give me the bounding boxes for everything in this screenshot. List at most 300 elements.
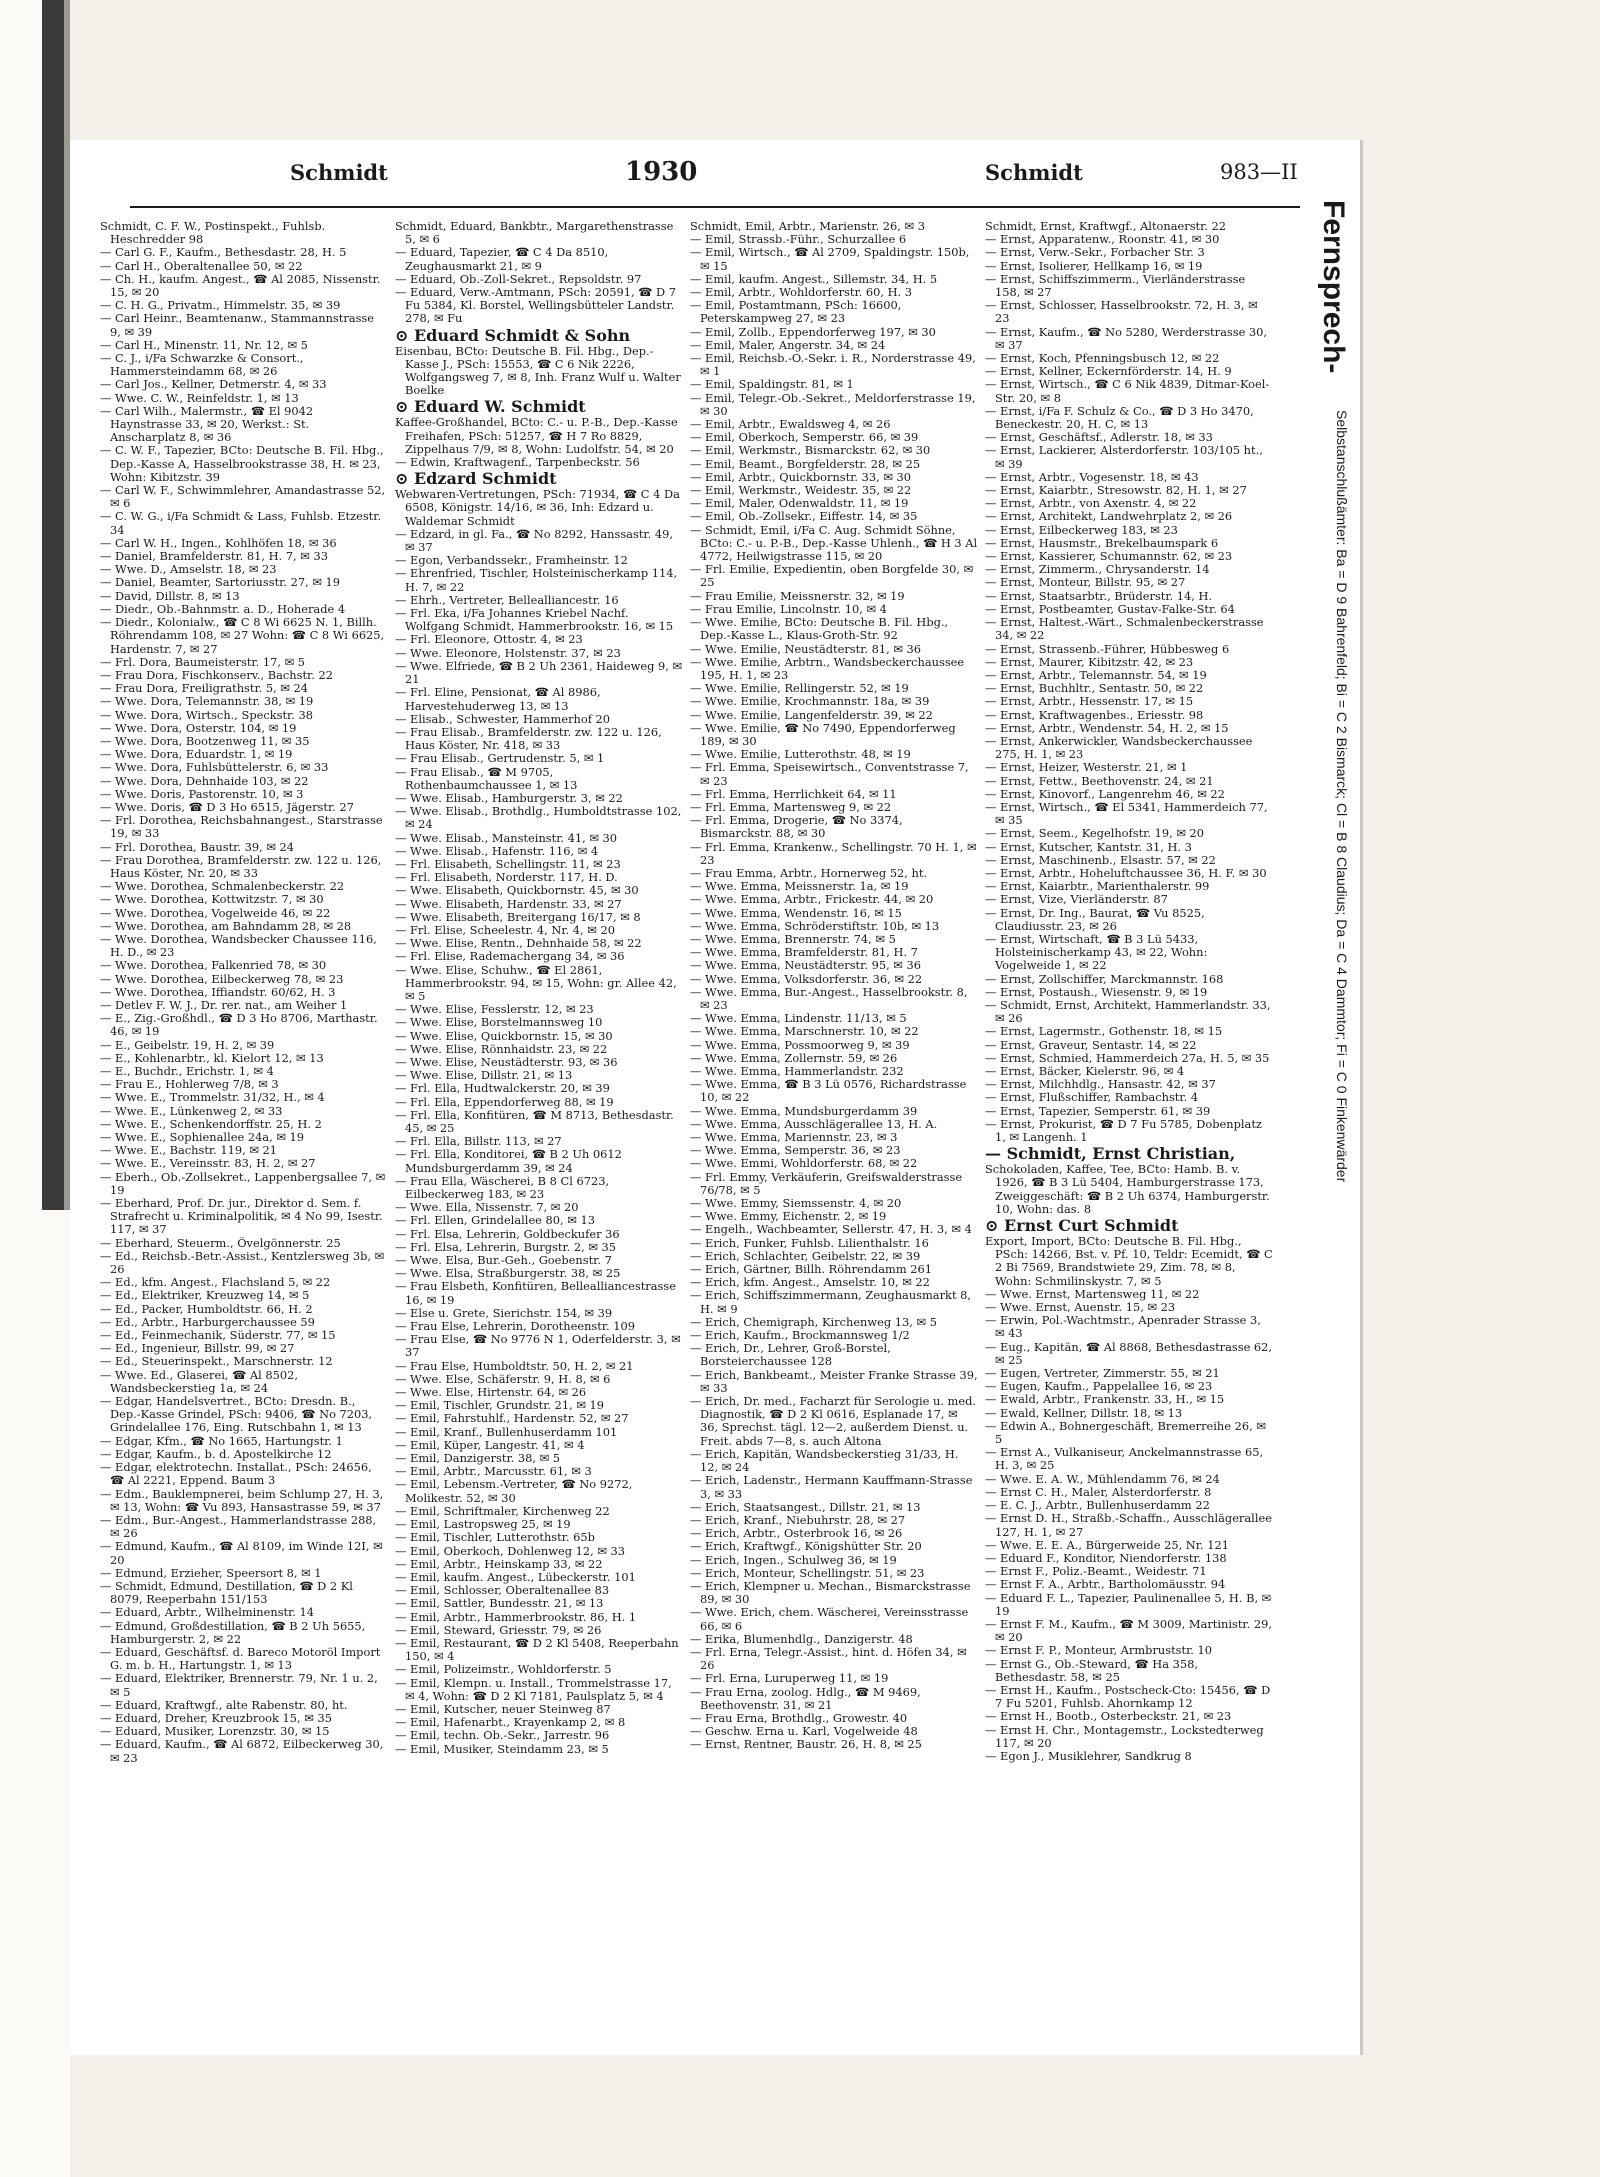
directory-entry: — Wwe. Emma, Marschnerstr. 10, ✉ 22 bbox=[690, 1025, 919, 1039]
directory-entry: — Wwe. Emma, Brennerstr. 74, ✉ 5 bbox=[690, 932, 896, 946]
directory-entry: — Ernst, Lagermstr., Gothenstr. 18, ✉ 15 bbox=[985, 1025, 1223, 1039]
directory-entry: — E. C. J., Arbtr., Bullenhuserdamm 22 bbox=[985, 1499, 1210, 1513]
directory-entry: — Emil, Strassb.-Führ., Schurzallee 6 bbox=[690, 233, 907, 247]
directory-entry: — Wwe. Emmy, Eichenstr. 2, ✉ 19 bbox=[690, 1210, 887, 1224]
directory-entry: — Ernst, Arbtr., Vogesenstr. 18, ✉ 43 bbox=[985, 470, 1199, 484]
directory-entry: — Wwe. Doris, Pastorenstr. 10, ✉ 3 bbox=[100, 787, 304, 801]
directory-entry: — Frau Emilie, Meissnerstr. 32, ✉ 19 bbox=[690, 589, 905, 603]
directory-entry: — Emil, Kranf., Bullenhuserdamm 101 bbox=[395, 1425, 618, 1439]
directory-entry: — Wwe. Elsa, Straßburgerstr. 38, ✉ 25 bbox=[395, 1267, 621, 1281]
header-page-number: 983—II bbox=[1220, 160, 1298, 184]
directory-entry: — Ernst, Eilbeckerweg 183, ✉ 23 bbox=[985, 523, 1178, 537]
directory-entry: — Wwe. Ella, Nissenstr. 7, ✉ 20 bbox=[395, 1201, 579, 1215]
directory-entry: — Ernst, Arbtr., von Axenstr. 4, ✉ 22 bbox=[985, 497, 1197, 511]
directory-entry: — Eduard, Elektriker, Brennerstr. 79, Nr. 1 u. 2, ✉ 5 bbox=[100, 1672, 378, 1699]
directory-entry: — Wwe. Elisab., Mansteinstr. 41, ✉ 30 bbox=[395, 831, 618, 845]
directory-entry: — Edzard, in gl. Fa., ☎ No 8292, Hanssastr. 49, ✉ 37 bbox=[395, 527, 673, 555]
directory-entry: — Emil, Danzigerstr. 38, ✉ 5 bbox=[395, 1452, 561, 1466]
directory-entry: — Frl. Elise, Rademachergang 34, ✉ 36 bbox=[395, 950, 625, 964]
directory-entry: — Ernst, Graveur, Sentastr. 14, ✉ 22 bbox=[985, 1038, 1197, 1052]
directory-entry: — Wwe. Emma, Zollernstr. 59, ✉ 26 bbox=[690, 1051, 898, 1065]
directory-entry: — Wwe. Dora, Osterstr. 104, ✉ 19 bbox=[100, 721, 297, 735]
directory-entry: — Wwe. Elisab., Hamburgerstr. 3, ✉ 22 bbox=[395, 791, 623, 805]
directory-entry: — Carl W. H., Ingen., Kohlhöfen 18, ✉ 36 bbox=[100, 536, 337, 550]
directory-entry: — Edgar, Handelsvertret., BCto: Dresdn. B., Dep.-Kasse Grindel, PSch: 9406, ☎ No 7203, Grindelallee 176, Eing. Rutschbahn 1, ✉ 13 bbox=[100, 1395, 373, 1435]
directory-entry: Export, Import, BCto: Deutsche B. Fil. Hbg., PSch: 14266, Bst. v. Pf. 10, Teldr: Ecemidt, ☎ C 2 Bi 7569, Brandstwiete 29, Zim. 78, ✉ 8, Wohn: Schmilinskystr. 7, ✉ 5 bbox=[985, 1235, 1273, 1288]
directory-entry: — Erich, Dr. med., Facharzt für Serologie u. med. Diagnostik, ☎ D 2 Kl 0616, Esplanade 17, ✉ 36, Sprechst. tägl. 12—2, außerdem Dienst. u. Freit. abds 7—8, s. auch Altona bbox=[690, 1395, 976, 1448]
directory-entry: — Wwe. Elise, Neustädterstr. 93, ✉ 36 bbox=[395, 1055, 618, 1069]
directory-entry: — Wwe. Elise, Quickbornstr. 15, ✉ 30 bbox=[395, 1029, 613, 1043]
directory-entry: — E., Geibelstr. 19, H. 2, ✉ 39 bbox=[100, 1038, 275, 1052]
directory-entry: ⊙ Edzard Schmidt bbox=[395, 469, 557, 489]
directory-entry: — Ed., Packer, Humboldtstr. 66, H. 2 bbox=[100, 1302, 313, 1316]
directory-entry: — Wwe. Emma, Lindenstr. 11/13, ✉ 5 bbox=[690, 1012, 907, 1026]
directory-entry: — Ernst, Buchhltr., Sentastr. 50, ✉ 22 bbox=[985, 682, 1204, 696]
directory-entry: — Emil, Telegr.-Ob.-Sekret., Meldorferstrasse 19, ✉ 30 bbox=[690, 391, 976, 418]
directory-entry: — Erich, Schlachter, Geibelstr. 22, ✉ 39 bbox=[690, 1249, 921, 1263]
directory-entry: — Edmund, Kaufm., ☎ Al 8109, im Winde 12I, ✉ 20 bbox=[100, 1540, 383, 1567]
directory-entry: — Frau Dorothea, Bramfelderstr. zw. 122 u. 126, Haus Köster, Nr. 20, ✉ 33 bbox=[100, 853, 382, 880]
directory-entry: — Erich, Klempner u. Mechan., Bismarckstrasse 89, ✉ 30 bbox=[690, 1579, 971, 1607]
directory-entry: — Erich, Ingen., Schulweg 36, ✉ 19 bbox=[690, 1553, 897, 1567]
directory-entry: — Wwe. Dorothea, Wandsbecker Chaussee 116, H. D., ✉ 23 bbox=[100, 932, 377, 960]
directory-entry: — Wwe. E., Vereinsstr. 83, H. 2, ✉ 27 bbox=[100, 1157, 316, 1171]
directory-entry: — Wwe. Elise, Rentn., Dehnhaide 58, ✉ 22 bbox=[395, 937, 642, 951]
directory-entry: — Wwe. Emilie, Arbtrn., Wandsbeckerchaussee 195, H. 1, ✉ 23 bbox=[690, 655, 965, 682]
directory-entry: — David, Dillstr. 8, ✉ 13 bbox=[100, 589, 240, 603]
header-left-name: Schmidt bbox=[290, 160, 388, 185]
directory-entry: — Ernst, Verw.-Sekr., Forbacher Str. 3 bbox=[985, 246, 1205, 260]
directory-entry: — Ernst, Ankerwickler, Wandsbeckerchaussee 275, H. 1, ✉ 23 bbox=[985, 734, 1253, 762]
directory-entry: — Ernst, Vize, Vierländerstr. 87 bbox=[985, 893, 1168, 907]
directory-entry: — Erich, Ladenstr., Hermann Kauffmann-Strasse 3, ✉ 33 bbox=[690, 1474, 973, 1501]
directory-entry: — Wwe. Dora, Wirtsch., Speckstr. 38 bbox=[100, 708, 313, 722]
directory-entry: — Edgar, Kaufm., b. d. Apostelkirche 12 bbox=[100, 1447, 332, 1461]
directory-entry: — Eduard, Dreher, Kreuzbrook 15, ✉ 35 bbox=[100, 1711, 332, 1725]
directory-entry: — Eberhard, Prof. Dr. jur., Direktor d. Sem. f. Strafrecht u. Kriminalpolitik, ✉ 4 No 99, Isestr. 117, ✉ 37 bbox=[100, 1197, 383, 1237]
directory-entry: — Eduard, Verw.-Amtmann, PSch: 20591, ☎ D 7 Fu 5384, Kl. Borstel, Wellingsbütteler Landstr. 278, ✉ Fu bbox=[395, 286, 676, 326]
directory-entry: — Erwin, Pol.-Wachtmstr., Apenrader Strasse 3, ✉ 43 bbox=[985, 1314, 1261, 1341]
directory-entry: — Ehrenfried, Tischler, Holsteinischerkamp 114, H. 7, ✉ 22 bbox=[395, 567, 678, 594]
directory-entry: ⊙ Eduard W. Schmidt bbox=[395, 397, 586, 417]
directory-entry: — Frau Else, Humboldtstr. 50, H. 2, ✉ 21 bbox=[395, 1359, 634, 1373]
directory-entry: — Eduard, Tapezier, ☎ C 4 Da 8510, Zeughausmarkt 21, ✉ 9 bbox=[395, 246, 609, 273]
directory-entry: — Carl W. F., Schwimmlehrer, Amandastrasse 52, ✉ 6 bbox=[100, 484, 386, 511]
sidebar-exchange-key bbox=[1317, 200, 1360, 1900]
directory-entry: — Wwe. Elsa, Bur.-Geh., Goebenstr. 7 bbox=[395, 1254, 612, 1268]
directory-entry: — Eduard F., Konditor, Niendorferstr. 138 bbox=[985, 1551, 1227, 1565]
directory-entry: — Ed., Elektriker, Kreuzweg 14, ✉ 5 bbox=[100, 1289, 310, 1303]
directory-entry: — Erich, Monteur, Schellingstr. 51, ✉ 23 bbox=[690, 1566, 925, 1580]
directory-entry: — Erich, Gärtner, Billh. Röhrendamm 261 bbox=[690, 1263, 933, 1277]
directory-entry: — Ernst, Schlosser, Hasselbrookstr. 72, H. 3, ✉ 23 bbox=[985, 299, 1258, 326]
directory-entry: — Emil, Tischler, Lutterothstr. 65b bbox=[395, 1531, 595, 1545]
directory-entry: — Wwe. Else, Schäferstr. 9, H. 8, ✉ 6 bbox=[395, 1372, 611, 1386]
directory-entry: — Ernst, Wirtsch., ☎ El 5341, Hammerdeich 77, ✉ 35 bbox=[985, 800, 1268, 828]
directory-entry: — C. W. F., Tapezier, BCto: Deutsche B. Fil. Hbg., Dep.-Kasse A, Hasselbrookstrasse 38, H. ✉ 23, Wohn: Kibitzstr. 39 bbox=[100, 444, 384, 484]
directory-entry: — Frl. Emma, Speisewirtsch., Conventstrasse 7, ✉ 23 bbox=[690, 761, 969, 788]
directory-entry: — Carl H., Minenstr. 11, Nr. 12, ✉ 5 bbox=[100, 338, 308, 352]
directory-entry: — Emil, kaufm. Angest., Lübeckerstr. 101 bbox=[395, 1570, 636, 1584]
directory-entry: — Frl. Ella, Billstr. 113, ✉ 27 bbox=[395, 1135, 562, 1149]
directory-entry: — Ernst, Zollschiffer, Marckmannstr. 168 bbox=[985, 972, 1224, 986]
directory-entry: — Wwe. Eleonore, Holstenstr. 37, ✉ 23 bbox=[395, 646, 621, 660]
directory-entry: — E., Zig.-Großhdl., ☎ D 3 Ho 8706, Marthastr. 46, ✉ 19 bbox=[100, 1012, 378, 1039]
directory-entry: — Schmidt, Emil, i/Fa C. Aug. Schmidt Söhne, BCto: C.- u. P.-B., Dep.-Kasse Uhlenh., ☎ H 3 Al 4772, Heilwigstrasse 115, ✉ 20 bbox=[690, 523, 978, 564]
directory-entry: Schmidt, Emil, Arbtr., Marienstr. 26, ✉ 3 bbox=[690, 220, 925, 233]
directory-entry: — Emil, Polizeimstr., Wohldorferstr. 5 bbox=[395, 1663, 612, 1677]
directory-entry: — Emil, Arbtr., Hammerbrookstr. 86, H. 1 bbox=[395, 1610, 637, 1624]
directory-entry: — Egon J., Musiklehrer, Sandkrug 8 bbox=[985, 1749, 1192, 1763]
directory-entry: — Carl Jos., Kellner, Detmerstr. 4, ✉ 33 bbox=[100, 378, 327, 392]
directory-entry: — Emil, Hafenarbt., Krayenkamp 2, ✉ 8 bbox=[395, 1716, 626, 1730]
directory-entry: — Erich, Kranf., Niebuhrstr. 28, ✉ 27 bbox=[690, 1513, 906, 1527]
directory-entry: — Wwe. Emilie, Lutterothstr. 48, ✉ 19 bbox=[690, 748, 911, 762]
directory-entry: — Wwe. Dorothea, Eilbeckerweg 78, ✉ 23 bbox=[100, 972, 344, 986]
directory-entry: — Emil, Arbtr., Marcusstr. 61, ✉ 3 bbox=[395, 1465, 592, 1479]
directory-entry: ⊙ Ernst Curt Schmidt bbox=[985, 1216, 1179, 1236]
directory-entry: — Frl. Erna, Luruperweg 11, ✉ 19 bbox=[690, 1672, 889, 1686]
sidebar-title: Fernsprech- bbox=[1317, 200, 1350, 374]
directory-entry: — Ernst H., Kaufm., Postscheck-Cto: 15456, ☎ D 7 Fu 5201, Fuhlsb. Ahornkamp 12 bbox=[985, 1683, 1271, 1711]
directory-entry: — Eduard, Geschäftsf. d. Bareco Motoröl Import G. m. b. H., Hartungstr. 1, ✉ 13 bbox=[100, 1645, 381, 1673]
directory-entry: — Schmidt, Edmund, Destillation, ☎ D 2 Kl 8079, Reeperbahn 151/153 bbox=[100, 1579, 353, 1607]
directory-entry: — Emil, Arbtr., Ewaldsweg 4, ✉ 26 bbox=[690, 418, 891, 432]
directory-entry: — Wwe. Dora, Bootzenweg 11, ✉ 35 bbox=[100, 734, 310, 748]
directory-entry: — Wwe. Emmi, Wohldorferstr. 68, ✉ 22 bbox=[690, 1157, 918, 1171]
directory-entry: — Ed., kfm. Angest., Flachsland 5, ✉ 22 bbox=[100, 1276, 331, 1290]
directory-entry: — Ernst, Apparatenw., Roonstr. 41, ✉ 30 bbox=[985, 233, 1220, 247]
directory-entry: — Frau Elisab., Gertrudenstr. 5, ✉ 1 bbox=[395, 752, 605, 766]
directory-entry: — Wwe. Elise, Dillstr. 21, ✉ 13 bbox=[395, 1069, 573, 1083]
directory-entry: — Wwe. E., Sophienallee 24a, ✉ 19 bbox=[100, 1131, 305, 1145]
directory-entry: — Erich, Kraftwgf., Königshütter Str. 20 bbox=[690, 1540, 922, 1554]
directory-entry: — Emil, Lebensm.-Vertreter, ☎ No 9272, Molikestr. 52, ✉ 30 bbox=[395, 1478, 633, 1505]
directory-entry: — Wwe. Emilie, BCto: Deutsche B. Fil. Hbg., Dep.-Kasse L., Klaus-Groth-Str. 92 bbox=[690, 616, 949, 643]
directory-entry: — Wwe. Emma, Bramfelderstr. 81, H. 7 bbox=[690, 946, 918, 960]
directory-entry: — Emil, Maler, Angerstr. 34, ✉ 24 bbox=[690, 338, 886, 352]
directory-entry: — Emil, Steward, Griesstr. 79, ✉ 26 bbox=[395, 1623, 602, 1637]
directory-entry: — Ewald, Kellner, Dillstr. 18, ✉ 13 bbox=[985, 1406, 1183, 1420]
directory-entry: — Carl H., Oberaltenallee 50, ✉ 22 bbox=[100, 259, 303, 273]
directory-entry: — Frl. Eline, Pensionat, ☎ Al 8986, Harvestehuderweg 13, ✉ 13 bbox=[395, 686, 601, 713]
directory-entry: — Ed., Arbtr., Harburgerchaussee 59 bbox=[100, 1315, 315, 1329]
directory-entry: — Eugen, Vertreter, Zimmerstr. 55, ✉ 21 bbox=[985, 1367, 1220, 1381]
directory-entry: — Ernst, Arbtr., Telemannstr. 54, ✉ 19 bbox=[985, 668, 1207, 682]
directory-entry: — Ed., Reichsb.-Betr.-Assist., Kentzlersweg 3b, ✉ 26 bbox=[100, 1249, 385, 1277]
directory-entry: — Wwe. E., Trommelstr. 31/32, H., ✉ 4 bbox=[100, 1091, 325, 1105]
directory-entry: — Wwe. Elisabeth, Hardenstr. 33, ✉ 27 bbox=[395, 897, 622, 911]
directory-entry: — Ernst C. H., Maler, Alsterdorferstr. 8 bbox=[985, 1485, 1212, 1499]
directory-entry: — Ernst, Tapezier, Semperstr. 61, ✉ 39 bbox=[985, 1104, 1211, 1118]
directory-entry: — Frl. Ella, Hudtwalckerstr. 20, ✉ 39 bbox=[395, 1082, 610, 1096]
directory-entry: — Wwe. Dorothea, Iffiandstr. 60/62, H. 3 bbox=[100, 985, 336, 999]
directory-entry: Kaffee-Großhandel, BCto: C.- u. P.-B., Dep.-Kasse Freihafen, PSch: 51257, ☎ H 7 Ro 8829, Zippelhaus 7/9, ✉ 8, Wohn: Ludolfstr. 54, ✉ 20 bbox=[395, 416, 678, 456]
directory-entry: — Frl. Eleonore, Ottostr. 4, ✉ 23 bbox=[395, 633, 583, 647]
directory-entry: — Ernst, Wirtschaft, ☎ B 3 Lü 5433, Holsteinischerkamp 43, ✉ 22, Wohn: Vogelweide 1, ✉ 22 bbox=[985, 932, 1208, 973]
directory-entry: — Frl. Eka, i/Fa Johannes Kriebel Nachf. Wolfgang Schmidt, Hammerbrookstr. 16, ✉ 15 bbox=[395, 607, 674, 634]
directory-entry: — Wwe. Emma, Mundsburgerdamm 39 bbox=[690, 1104, 918, 1118]
directory-entry: — Ernst F. A., Arbtr., Bartholomäusstr. 94 bbox=[985, 1578, 1226, 1592]
directory-entry: — Ernst, Milchhdlg., Hansastr. 42, ✉ 37 bbox=[985, 1078, 1216, 1092]
directory-entry: — Frau Elisab., ☎ M 9705, Rothenbaumchaussee 1, ✉ 13 bbox=[395, 765, 578, 792]
directory-entry: — Edwin, Kraftwagenf., Tarpenbeckstr. 56 bbox=[395, 456, 640, 470]
directory-entry: — Emil, Schlosser, Oberaltenallee 83 bbox=[395, 1584, 610, 1598]
directory-entry: — Ernst F., Poliz.-Beamt., Weidestr. 71 bbox=[985, 1565, 1207, 1579]
directory-entry: — Frl. Emmy, Verkäuferin, Greifswalderstrasse 76/78, ✉ 5 bbox=[690, 1170, 963, 1197]
directory-entry: — Ernst F. P., Monteur, Armbruststr. 10 bbox=[985, 1644, 1213, 1658]
directory-entry: — Ernst, Staatsarbtr., Brüderstr. 14, H. bbox=[985, 589, 1213, 603]
directory-entry: — Ernst, Zimmerm., Chrysanderstr. 14 bbox=[985, 563, 1210, 577]
directory-entry: — Frl. Emilie, Expedientin, oben Borgfelde 30, ✉ 25 bbox=[690, 563, 974, 590]
directory-entry: — Emil, Maler, Odenwaldstr. 11, ✉ 19 bbox=[690, 497, 909, 511]
directory-entry: — Wwe. Dora, Fuhlsbüttelerstr. 6, ✉ 33 bbox=[100, 761, 329, 775]
directory-entry: — Emil, Sattler, Bundesstr. 21, ✉ 13 bbox=[395, 1597, 604, 1611]
directory-entry: — Wwe. E., Lünkenweg 2, ✉ 33 bbox=[100, 1104, 283, 1118]
directory-entry: — Ernst, Dr. Ing., Baurat, ☎ Vu 8525, Claudiusstr. 23, ✉ 26 bbox=[985, 906, 1205, 933]
directory-entry: — Ernst, Prokurist, ☎ D 7 Fu 5785, Dobenplatz 1, ✉ Langenh. 1 bbox=[985, 1117, 1262, 1145]
directory-entry: — Frl. Dorothea, Baustr. 39, ✉ 24 bbox=[100, 840, 294, 854]
directory-entry: — Edm., Bur.-Angest., Hammerlandstrasse 288, ✉ 26 bbox=[100, 1513, 377, 1541]
directory-entry: — Emil, Reichsb.-O.-Sekr. i. R., Norderstrasse 49, ✉ 1 bbox=[690, 352, 976, 379]
directory-entry: — Ernst, Flußschiffer, Rambachstr. 4 bbox=[985, 1091, 1199, 1105]
directory-entry: — Frl. Erna, Telegr.-Assist., hint. d. Höfen 34, ✉ 26 bbox=[690, 1645, 967, 1673]
directory-entry: Schmidt, Eduard, Bankbtr., Margarethenstrasse 5, ✉ 6 bbox=[395, 220, 674, 247]
directory-entry: — Wwe. Emma, ☎ B 3 Lü 0576, Richardstrasse 10, ✉ 22 bbox=[690, 1078, 967, 1105]
directory-entry: — Ernst, Architekt, Landwehrplatz 2, ✉ 26 bbox=[985, 510, 1233, 524]
directory-entry: — Ernst, Maschinenb., Elsastr. 57, ✉ 22 bbox=[985, 853, 1216, 867]
directory-entry: — Eugen, Kaufm., Pappelallee 16, ✉ 23 bbox=[985, 1380, 1213, 1394]
directory-entry: — Emil, Schriftmaler, Kirchenweg 22 bbox=[395, 1504, 610, 1518]
directory-entry: — Ernst, Postaush., Wiesenstr. 9, ✉ 19 bbox=[985, 985, 1208, 999]
directory-entry: — Ernst, Isolierer, Hellkamp 16, ✉ 19 bbox=[985, 259, 1203, 273]
directory-entry: — Emil, Oberkoch, Dohlenweg 12, ✉ 33 bbox=[395, 1544, 626, 1558]
directory-entry: — Edmund, Großdestillation, ☎ B 2 Uh 5655, Hamburgerstr. 2, ✉ 22 bbox=[100, 1619, 366, 1646]
directory-entry: — Erich, Dr., Lehrer, Groß-Borstel, Borsteierchaussee 128 bbox=[690, 1342, 891, 1369]
directory-entry: — Wwe. Emma, Meissnerstr. 1a, ✉ 19 bbox=[690, 880, 909, 894]
directory-entry: — Wwe. Emma, Volksdorferstr. 36, ✉ 22 bbox=[690, 972, 923, 986]
directory-entry: — Diedr., Ob.-Bahnmstr. a. D., Hoherade 4 bbox=[100, 602, 346, 616]
directory-entry: — Ed., Ingenieur, Billstr. 99, ✉ 27 bbox=[100, 1342, 295, 1356]
directory-entry: — Wwe. Ernst, Martensweg 11, ✉ 22 bbox=[985, 1287, 1200, 1301]
directory-entry: — Emil, Oberkoch, Semperstr. 66, ✉ 39 bbox=[690, 431, 919, 445]
directory-entry: — Wwe. Elisab., Hafenstr. 116, ✉ 4 bbox=[395, 844, 599, 858]
directory-entry: — Wwe. Emma, Hammerlandstr. 232 bbox=[690, 1065, 904, 1078]
directory-entry: Schokoladen, Kaffee, Tee, BCto: Hamb. B. v. 1926, ☎ B 3 Lü 5404, Hamburgerstrasse 173, Zweiggeschäft: ☎ B 2 Uh 6374, Hamburgerstr. 10, Wohn: das. 8 bbox=[985, 1163, 1270, 1216]
column-3 bbox=[690, 220, 978, 1752]
directory-entry: — Frau Elsbeth, Konfitüren, Bellealliancestrasse 16, ✉ 19 bbox=[395, 1280, 676, 1307]
directory-entry: — Ernst, Wirtsch., ☎ C 6 Nik 4839, Ditmar-Koel-Str. 20, ✉ 8 bbox=[985, 378, 1270, 405]
directory-entry: — Edgar, Kfm., ☎ No 1665, Hartungstr. 1 bbox=[100, 1434, 343, 1448]
directory-entry: — Emil, Arbtr., Quickbornstr. 33, ✉ 30 bbox=[690, 470, 912, 484]
directory-entry: — Eduard, Ob.-Zoll-Sekret., Repsoldstr. 97 bbox=[395, 272, 642, 286]
directory-entry: — Ernst, Schmied, Hammerdeich 27a, H. 5, ✉ 35 bbox=[985, 1051, 1270, 1065]
directory-entry: — Wwe. Emma, Ausschlägerallee 13, H. A. bbox=[690, 1117, 938, 1131]
directory-entry: — Erich, Funker, Fuhlsb. Lilienthalstr. 16 bbox=[690, 1236, 929, 1250]
directory-entry: — Wwe. Dorothea, Falkenried 78, ✉ 30 bbox=[100, 959, 327, 973]
column-2 bbox=[395, 220, 683, 1756]
directory-entry: — C. W. G., i/Fa Schmidt & Lass, Fuhlsb. Etzestr. 34 bbox=[100, 510, 382, 537]
directory-entry: — Frl. Dora, Baumeisterstr. 17, ✉ 5 bbox=[100, 655, 306, 669]
directory-entry: — Ernst, Heizer, Westerstr. 21, ✉ 1 bbox=[985, 761, 1188, 775]
directory-entry: — Ernst, Maurer, Kibitzstr. 42, ✉ 23 bbox=[985, 655, 1194, 669]
directory-entry: — Erich, Staatsangest., Dillstr. 21, ✉ 13 bbox=[690, 1500, 921, 1514]
directory-entry: — Frau Erna, Brothdlg., Growestr. 40 bbox=[690, 1711, 908, 1725]
directory-entry: — Elisab., Schwester, Hammerhof 20 bbox=[395, 712, 611, 726]
directory-entry: — Emil, Wirtsch., ☎ Al 2709, Spaldingstr. 150b, ✉ 15 bbox=[690, 246, 970, 273]
directory-entry: — Frl. Emma, Martensweg 9, ✉ 22 bbox=[690, 800, 892, 814]
directory-entry: — Ernst, Bäcker, Kielerstr. 96, ✉ 4 bbox=[985, 1065, 1185, 1078]
directory-entry: — Emil, Arbtr., Heinskamp 33, ✉ 22 bbox=[395, 1557, 603, 1571]
directory-entry: — Ernst, Koch, Pfenningsbusch 12, ✉ 22 bbox=[985, 352, 1220, 366]
directory-entry: — Wwe. Emilie, ☎ No 7490, Eppendorferweg 189, ✉ 30 bbox=[690, 721, 956, 748]
directory-entry: — Ernst H., Bootb., Osterbeckstr. 21, ✉ 23 bbox=[985, 1710, 1232, 1724]
directory-entry: — Wwe. Emilie, Rellingerstr. 52, ✉ 19 bbox=[690, 682, 909, 696]
directory-entry: — Emil, Ob.-Zollsekr., Eiffestr. 14, ✉ 35 bbox=[690, 510, 918, 524]
directory-entry: — Eug., Kapitän, ☎ Al 8868, Bethesdastrasse 62, ✉ 25 bbox=[985, 1340, 1273, 1367]
directory-entry: — Ernst D. H., Straßb.-Schaffn., Ausschlägerallee 127, H. 1, ✉ 27 bbox=[985, 1512, 1272, 1539]
header-rule bbox=[130, 206, 1300, 208]
directory-entry: — Frl. Elisabeth, Schellingstr. 11, ✉ 23 bbox=[395, 857, 621, 871]
directory-entry: — Erich, Kaufm., Brockmannsweg 1/2 bbox=[690, 1329, 910, 1343]
directory-entry: — Ernst, Kaiarbtr., Marienthalerstr. 99 bbox=[985, 880, 1210, 894]
directory-entry: — Diedr., Kolonialw., ☎ C 8 Wi 6625 N. 1, Billh. Röhrendamm 108, ✉ 27 Wohn: ☎ C 8 Wi 6625, Hardenstr. 7, ✉ 27 bbox=[100, 616, 385, 656]
directory-entry: — Ernst, Arbtr., Hessenstr. 17, ✉ 15 bbox=[985, 695, 1194, 709]
directory-entry: — Emil, Postamtmann, PSch: 16600, Peterskampweg 27, ✉ 23 bbox=[690, 299, 902, 326]
directory-entry: — Wwe. E. A. W., Mühlendamm 76, ✉ 24 bbox=[985, 1472, 1220, 1486]
directory-entry: — Wwe. Emma, Arbtr., Frickestr. 44, ✉ 20 bbox=[690, 893, 934, 907]
directory-entry: — Emil, Lastropsweg 25, ✉ 19 bbox=[395, 1518, 571, 1532]
directory-entry: — Frau Else, Lehrerin, Dorotheenstr. 109 bbox=[395, 1320, 636, 1334]
directory-entry: — Ernst G., Ob.-Steward, ☎ Ha 358, Bethesdastr. 58, ✉ 25 bbox=[985, 1657, 1198, 1684]
directory-entry: — Wwe. Dorothea, Vogelweide 46, ✉ 22 bbox=[100, 906, 331, 920]
directory-entry: — Wwe. Elfriede, ☎ B 2 Uh 2361, Haideweg 9, ✉ 21 bbox=[395, 659, 683, 687]
directory-entry: — Frau Emilie, Lincolnstr. 10, ✉ 4 bbox=[690, 602, 887, 616]
directory-entry: — Wwe. Dora, Dehnhaide 103, ✉ 22 bbox=[100, 774, 309, 788]
column-1 bbox=[100, 220, 388, 1765]
directory-entry: — Schmidt, Ernst, Architekt, Hammerlandstr. 33, ✉ 26 bbox=[985, 998, 1271, 1026]
directory-entry: — Daniel, Beamter, Sartoriusstr. 27, ✉ 19 bbox=[100, 576, 340, 590]
directory-entry: — Emil, Werkmstr., Weidestr. 35, ✉ 22 bbox=[690, 484, 912, 498]
directory-entry: — Frl. Ella, Konditorei, ☎ B 2 Uh 0612 Mundsburgerdamm 39, ✉ 24 bbox=[395, 1148, 622, 1175]
directory-entry: — Eduard F. L., Tapezier, Paulinenallee 5, H. B, ✉ 19 bbox=[985, 1591, 1272, 1618]
directory-entry: — Emil, Zollb., Eppendorferweg 197, ✉ 30 bbox=[690, 325, 936, 339]
directory-entry: — Frl. Emma, Drogerie, ☎ No 3374, Bismarckstr. 88, ✉ 30 bbox=[690, 814, 903, 841]
directory-entry: — Ernst, Seem., Kegelhofstr. 19, ✉ 20 bbox=[985, 827, 1205, 841]
directory-entry: — Wwe. Elisabeth, Quickbornstr. 45, ✉ 30 bbox=[395, 884, 639, 898]
page-header bbox=[70, 157, 1360, 200]
directory-entry: — Wwe. Ed., Glaserei, ☎ Al 8502, Wandsbeckerstieg 1a, ✉ 24 bbox=[100, 1368, 299, 1395]
directory-entry: — Wwe. Erich, chem. Wäscherei, Vereinsstrasse 66, ✉ 6 bbox=[690, 1606, 969, 1633]
directory-entry: — Daniel, Bramfelderstr. 81, H. 7, ✉ 33 bbox=[100, 550, 328, 564]
header-year: 1930 bbox=[625, 157, 698, 187]
directory-entry: — E., Buchdr., Erichstr. 1, ✉ 4 bbox=[100, 1065, 274, 1078]
directory-entry: — Eduard, Kraftwgf., alte Rabenstr. 80, ht. bbox=[100, 1698, 348, 1712]
directory-entry: — Frl. Elisabeth, Norderstr. 117, H. D. bbox=[395, 871, 618, 885]
directory-entry: — Emil, kaufm. Angest., Sillemstr. 34, H. 5 bbox=[690, 272, 938, 286]
directory-entry: — Schmidt, Ernst Christian, bbox=[985, 1144, 1236, 1164]
directory-entry: — Ernst, Kutscher, Kantstr. 31, H. 3 bbox=[985, 840, 1192, 854]
directory-entry: — Frau Erna, zoolog. Hdlg., ☎ M 9469, Beethovenstr. 31, ✉ 21 bbox=[690, 1685, 921, 1712]
directory-entry: — Egon, Verbandssekr., Framheinstr. 12 bbox=[395, 554, 628, 568]
directory-entry: — Erich, Arbtr., Osterbrook 16, ✉ 26 bbox=[690, 1527, 903, 1541]
directory-entry: — Ernst, Fettw., Beethovenstr. 24, ✉ 21 bbox=[985, 774, 1214, 788]
directory-entry: — Frl. Emma, Herrlichkeit 64, ✉ 11 bbox=[690, 787, 897, 801]
directory-entry: — Ernst, Kraftwagenbes., Eriesstr. 98 bbox=[985, 708, 1204, 722]
directory-entry: — Ernst, Arbtr., Wendenstr. 54, H. 2, ✉ 15 bbox=[985, 721, 1229, 735]
directory-entry: — Wwe. E. E. A., Bürgerweide 25, Nr. 121 bbox=[985, 1538, 1229, 1552]
directory-entry: — Ernst, i/Fa F. Schulz & Co., ☎ D 3 Ho 3470, Beneckestr. 20, H. C, ✉ 13 bbox=[985, 404, 1254, 432]
directory-entry: — E., Kohlenarbtr., kl. Kielort 12, ✉ 13 bbox=[100, 1051, 324, 1065]
directory-entry: — Frl. Ella, Konfitüren, ☎ M 8713, Bethesdastr. 45, ✉ 25 bbox=[395, 1108, 674, 1135]
directory-entry: — Edgar, elektrotechn. Installat., PSch: 24656, ☎ Al 2221, Eppend. Baum 3 bbox=[100, 1461, 372, 1488]
directory-entry: — Detlev F. W. J., Dr. rer. nat., am Weiher 1 bbox=[100, 998, 348, 1012]
directory-entry: — Wwe. Emmy, Siemssenstr. 4, ✉ 20 bbox=[690, 1197, 902, 1211]
directory-entry: — Wwe. Dorothea, am Bahndamm 28, ✉ 28 bbox=[100, 919, 352, 933]
directory-entry: — Frl. Elsa, Lehrerin, Burgstr. 2, ✉ 35 bbox=[395, 1240, 617, 1254]
directory-entry: — Wwe. E., Bachstr. 119, ✉ 21 bbox=[100, 1144, 278, 1158]
directory-entry: — Edm., Bauklempnerei, beim Schlump 27, H. 3, ✉ 13, Wohn: ☎ Vu 893, Hansastrasse 59, ✉ 37 bbox=[100, 1487, 384, 1514]
directory-entry: — Wwe. Elise, Schuhw., ☎ El 2861, Hammerbrookstr. 94, ✉ 15, Wohn: gr. Allee 42, ✉ 5 bbox=[395, 963, 677, 1003]
directory-entry: — Ernst, Strassenb.-Führer, Hübbesweg 6 bbox=[985, 642, 1230, 656]
directory-entry: — Erich, Chemigraph, Kirchenweg 13, ✉ 5 bbox=[690, 1315, 937, 1329]
directory-entry: — Wwe. Doris, ☎ D 3 Ho 6515, Jägerstr. 27 bbox=[100, 800, 354, 814]
directory-entry: ⊙ Eduard Schmidt & Sohn bbox=[395, 325, 631, 345]
directory-entry: — Emil, Werkmstr., Bismarckstr. 62, ✉ 30 bbox=[690, 444, 931, 458]
directory-entry: — Ed., Steuerinspekt., Marschnerstr. 12 bbox=[100, 1355, 333, 1369]
directory-entry: — Wwe. Emma, Neustädterstr. 95, ✉ 36 bbox=[690, 959, 921, 973]
directory-entry: — Wwe. Emilie, Krochmannstr. 18a, ✉ 39 bbox=[690, 695, 930, 709]
directory-entry: — Ernst, Arbtr., Hoheluftchaussee 36, H. F. ✉ 30 bbox=[985, 866, 1267, 880]
directory-entry: — Wwe. D., Amselstr. 18, ✉ 23 bbox=[100, 563, 277, 577]
directory-entry: Eisenbau, BCto: Deutsche B. Fil. Hbg., Dep.-Kasse J., PSch: 15553, ☎ C 6 Nik 2226, Wolfgangsweg 7, ✉ 8, Inh. Franz Wulf u. Walter Boelke bbox=[395, 344, 681, 398]
directory-entry: — Eduard, Musiker, Lorenzstr. 30, ✉ 15 bbox=[100, 1725, 330, 1739]
directory-entry: — Erich, kfm. Angest., Amselstr. 10, ✉ 22 bbox=[690, 1276, 930, 1290]
directory-entry: — Erich, Bankbeamt., Meister Franke Strasse 39, ✉ 33 bbox=[690, 1368, 978, 1395]
directory-entry: — Frau Dora, Fischkonserv., Bachstr. 22 bbox=[100, 668, 333, 682]
directory-entry: — Wwe. Ernst, Auenstr. 15, ✉ 23 bbox=[985, 1301, 1176, 1315]
book-binding bbox=[42, 0, 64, 1210]
directory-entry: — C. J., i/Fa Schwarzke & Consort., Hammersteindamm 68, ✉ 26 bbox=[100, 352, 304, 379]
directory-entry: — Wwe. Emma, Possmoorweg 9, ✉ 39 bbox=[690, 1038, 910, 1052]
directory-page bbox=[70, 140, 1363, 2055]
directory-entry: — Frl. Ellen, Grindelallee 80, ✉ 13 bbox=[395, 1214, 595, 1228]
directory-entry: — Emil, Kutscher, neuer Steinweg 87 bbox=[395, 1702, 611, 1716]
directory-entry: — Wwe. Elise, Fesslerstr. 12, ✉ 23 bbox=[395, 1003, 594, 1017]
directory-entry: — Wwe. Emma, Schröderstiftstr. 10b, ✉ 13 bbox=[690, 919, 940, 933]
directory-entry: — Ch. H., kaufm. Angest., ☎ Al 2085, Nissenstr. 15, ✉ 20 bbox=[100, 272, 381, 300]
directory-entry: — Frau Ella, Wäscherei, B 8 Cl 6723, Eilbeckerweg 183, ✉ 23 bbox=[395, 1174, 610, 1202]
directory-entry: — Ed., Feinmechanik, Süderstr. 77, ✉ 15 bbox=[100, 1329, 336, 1343]
directory-entry: — Wwe. Elisabeth, Breitergang 16/17, ✉ 8 bbox=[395, 910, 641, 924]
directory-entry: — Eberh., Ob.-Zollsekret., Lappenbergsallee 7, ✉ 19 bbox=[100, 1170, 386, 1197]
directory-entry: — Emil, Tischler, Grundstr. 21, ✉ 19 bbox=[395, 1399, 605, 1413]
directory-entry: — Frau Dora, Freiligrathstr. 5, ✉ 24 bbox=[100, 682, 309, 696]
directory-entry: — Ernst, Lackierer, Alsterdorferstr. 103/105 ht., ✉ 39 bbox=[985, 444, 1263, 471]
directory-entry: — Frau E., Hohlerweg 7/8, ✉ 3 bbox=[100, 1078, 279, 1092]
directory-entry: — Else u. Grete, Sierichstr. 154, ✉ 39 bbox=[395, 1306, 613, 1320]
directory-entry: — Emil, Küper, Langestr. 41, ✉ 4 bbox=[395, 1438, 585, 1452]
directory-entry: — Eduard, Kaufm., ☎ Al 6872, Eilbeckerweg 30, ✉ 23 bbox=[100, 1738, 384, 1765]
directory-entry: — Eduard, Arbtr., Wilhelminenstr. 14 bbox=[100, 1606, 315, 1620]
directory-entry: — Frl. Elsa, Lehrerin, Goldbeckufer 36 bbox=[395, 1227, 620, 1241]
directory-entry: — Emil, Spaldingstr. 81, ✉ 1 bbox=[690, 378, 854, 392]
directory-entry: — Wwe. Elise, Borstelmannsweg 10 bbox=[395, 1016, 603, 1030]
directory-entry: — Wwe. Dora, Eduardstr. 1, ✉ 19 bbox=[100, 748, 293, 762]
directory-entry: — Ernst, Kaufm., ☎ No 5280, Werderstrasse 30, ✉ 37 bbox=[985, 325, 1268, 352]
directory-entry: — Edwin A., Bohnergeschäft, Bremerreihe 26, ✉ 5 bbox=[985, 1419, 1266, 1447]
directory-entry: — Ernst, Haltest.-Wärt., Schmalenbeckerstrasse 34, ✉ 22 bbox=[985, 616, 1264, 643]
